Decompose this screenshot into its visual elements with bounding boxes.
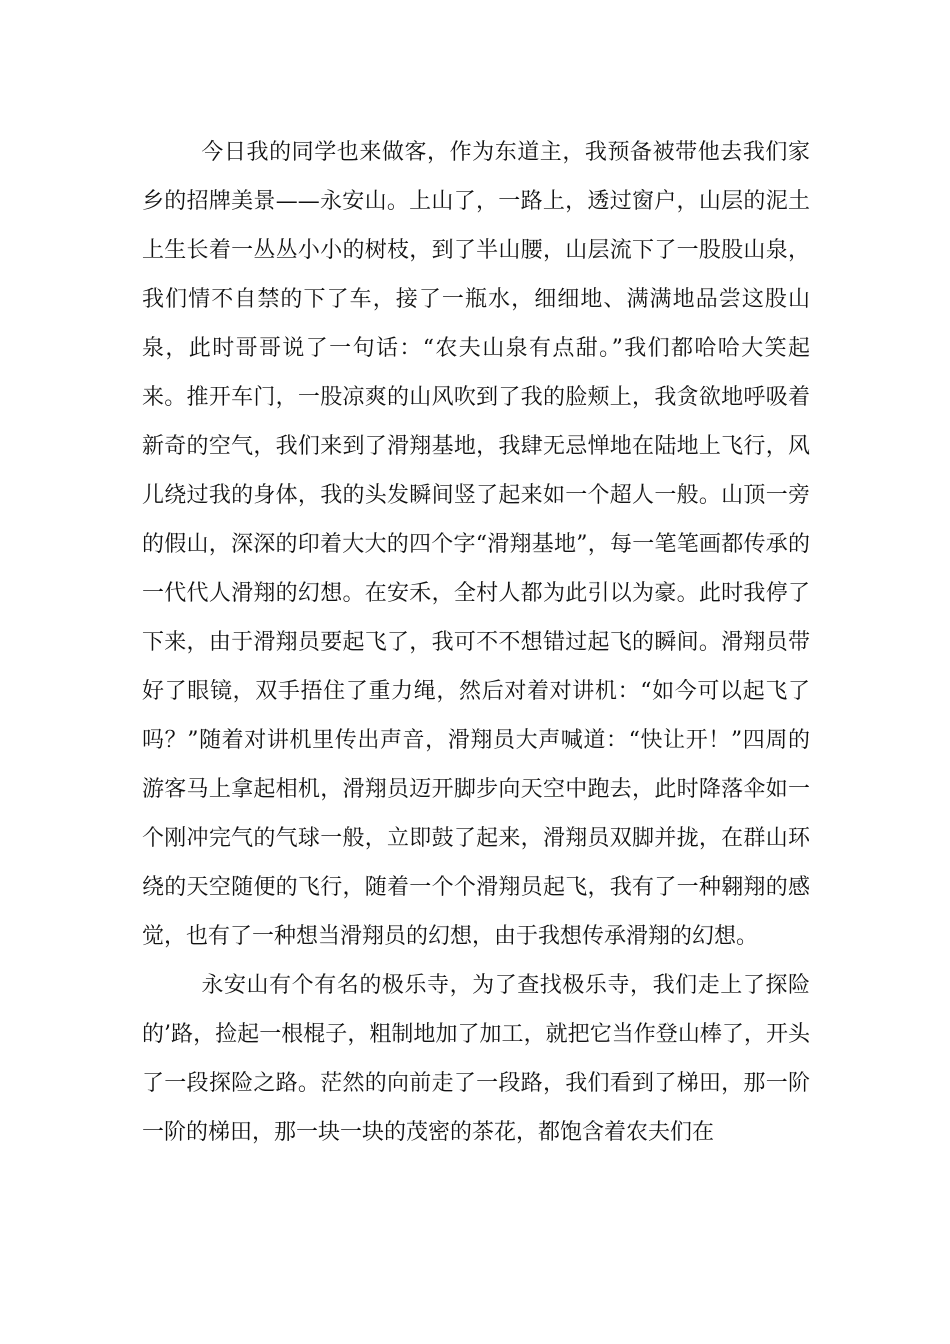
document-body: [142, 128, 810, 1157]
paragraph-1: 今日我的同学也来做客，作为东道主，我预备被带他去我们家乡的招牌美景——永安山。上山了，一路上，透过窗户，山层的泥土上生长着一丛丛小小的树枝，到了半山腰，山层流下了一股股山泉，我们情不自禁的下了车，接了一瓶水，细细地、满满地品尝这股山泉，此时哥哥说了一句话：“农夫山泉有点甜。”我们都哈哈大笑起来。推开车门，一股凉爽的山风吹到了我的脸颊上，我贪欲地呼吸着新奇的空气，我们来到了滑翔基地，我肆无忌惮地在陆地上飞行，风儿绕过我的身体，我的头发瞬间竖了起来如一个超人一般。山顶一旁的假山，深深的印着大大的四个字“滑翔基地”，每一笔笔画都传承的一代代人滑翔的幻想。在安禾，全村人都为此引以为豪。此时我停了下来，由于滑翔员要起飞了，我可不不想错过起飞的瞬间。滑翔员带好了眼镜，双手捂住了重力绳，然后对着对讲机：“如今可以起飞了吗？”随着对讲机里传出声音，滑翔员大声喊道：“快让开！”四周的游客马上拿起相机，滑翔员迈开脚步向天空中跑去，此时降落伞如一个刚冲完气的气球一般，立即鼓了起来，滑翔员双脚并拢，在群山环绕的天空随便的飞行，随着一个个滑翔员起飞，我有了一种翱翔的感觉，也有了一种想当滑翔员的幻想，由于我想传承滑翔的幻想。: [142, 140, 810, 949]
paragraph-2: 永安山有个有名的极乐寺，为了查找极乐寺，我们走上了探险的’路，捡起一根棍子，粗制地加了加工，就把它当作登山棒了，开头了一段探险之路。茫然的向前走了一段路，我们看到了梯田，那一阶一阶的梯田，那一块一块的茂密的茶花，都饱含着农夫们在: [142, 973, 810, 1145]
